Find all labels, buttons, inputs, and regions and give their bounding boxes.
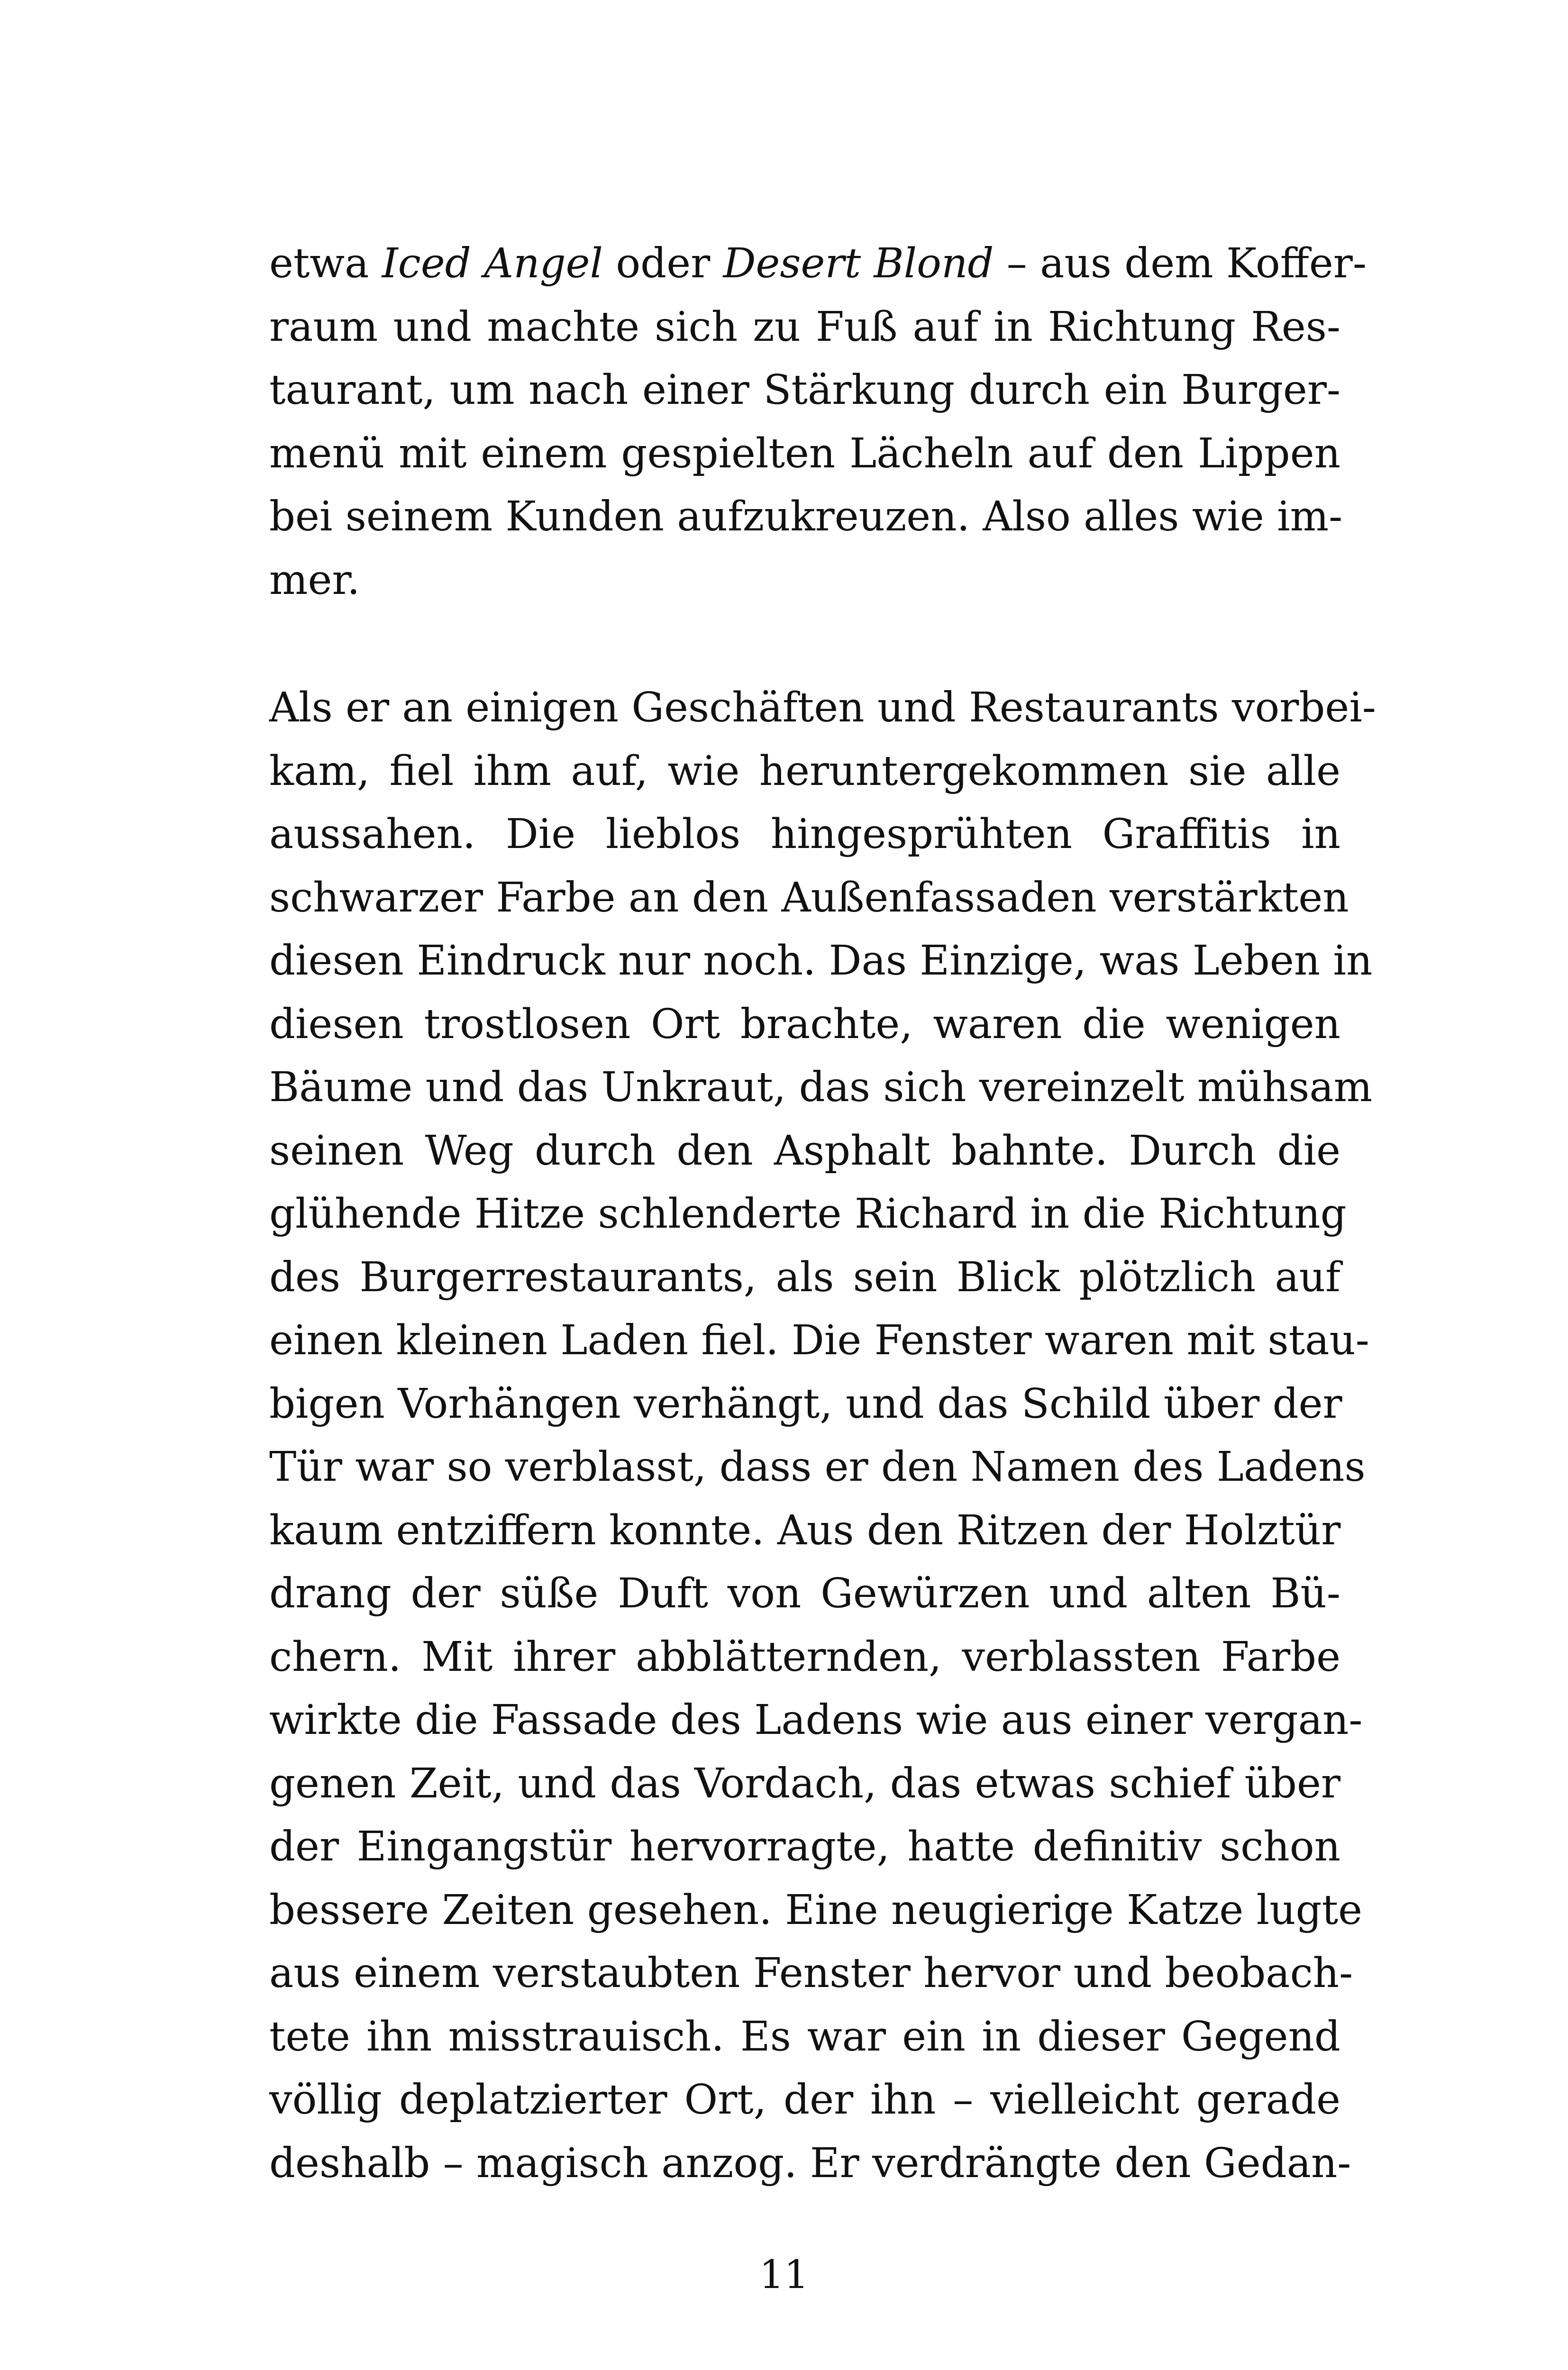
text-line — [269, 232, 1367, 296]
text-line: Tür war so verblasst, dass er den Namen des Ladens — [269, 1443, 1366, 1491]
text-line: taurant, um nach einer Stärkung durch ein Burger- — [269, 366, 1340, 414]
page-number: 11 — [759, 2252, 809, 2297]
text-line: diesen Eindruck nur noch. Das Einzige, was Leben in — [269, 937, 1373, 984]
text-line: wirkte die Fassade des Ladens wie aus einer vergan- — [269, 1696, 1363, 1744]
text-line: mer. — [269, 556, 360, 604]
text-line: tete ihn misstrauisch. Es war ein in dieser Gegend — [269, 2013, 1340, 2060]
text-line: chern. Mit ihrer abblätternden, verblassten Farbe — [269, 1633, 1340, 1681]
paragraph — [269, 676, 1376, 2195]
text-segment: oder — [603, 240, 723, 287]
text-line: diesen trostlosen Ort brachte, waren die wenigen — [269, 1000, 1340, 1048]
text-line: bei seinem Kunden aufzukreuzen. Also alles wie im- — [269, 493, 1343, 540]
text-line: bigen Vorhängen verhängt, und das Schild über der — [269, 1380, 1342, 1428]
text-line: schwarzer Farbe an den Außenfassaden verstärkten — [269, 874, 1349, 921]
text-segment: – aus dem Koffer- — [994, 240, 1367, 287]
text-line: des Burgerrestaurants, als sein Blick plötzlich auf — [269, 1253, 1340, 1301]
text-line: deshalb – magisch anzog. Er verdrängte den Gedan- — [269, 2139, 1351, 2187]
text-line: aus einem verstaubten Fenster hervor und beobach- — [269, 1950, 1353, 1997]
text-line: raum und machte sich zu Fuß auf in Richtung Res- — [269, 303, 1340, 351]
body-text — [269, 232, 1376, 2195]
text-line: Als er an einigen Geschäften und Restaurants vorbei- — [269, 684, 1376, 731]
text-line: der Eingangstür hervorragte, hatte definitiv schon — [269, 1823, 1340, 1870]
text-line: kaum entziffern konnte. Aus den Ritzen der Holztür — [269, 1506, 1341, 1554]
text-segment: etwa — [269, 240, 382, 287]
text-line: einen kleinen Laden fiel. Die Fenster waren mit stau- — [269, 1317, 1369, 1364]
italic-title: Desert Blond — [723, 240, 994, 287]
paragraph-gap — [269, 612, 1340, 676]
text-line: menü mit einem gespielten Lächeln auf den Lippen — [269, 429, 1340, 477]
text-line: bessere Zeiten gesehen. Eine neugierige Katze lugte — [269, 1886, 1363, 1934]
paragraph — [269, 232, 1367, 612]
text-line: kam, fiel ihm auf, wie heruntergekommen sie alle — [269, 747, 1340, 795]
text-line: völlig deplatzierter Ort, der ihn – vielleicht gerade — [269, 2076, 1340, 2124]
text-line: glühende Hitze schlenderte Richard in die Richtung — [269, 1190, 1347, 1238]
text-line: drang der süße Duft von Gewürzen und alten Bü- — [269, 1570, 1340, 1617]
text-line: genen Zeit, und das Vordach, das etwas schief über — [269, 1759, 1340, 1807]
text-line: Bäume und das Unkraut, das sich vereinzelt mühsam — [269, 1064, 1373, 1111]
text-line: aussahen. Die lieblos hingesprühten Graffitis in — [269, 811, 1340, 858]
text-line: seinen Weg durch den Asphalt bahnte. Durch die — [269, 1127, 1340, 1175]
italic-title: Iced Angel — [382, 240, 603, 287]
